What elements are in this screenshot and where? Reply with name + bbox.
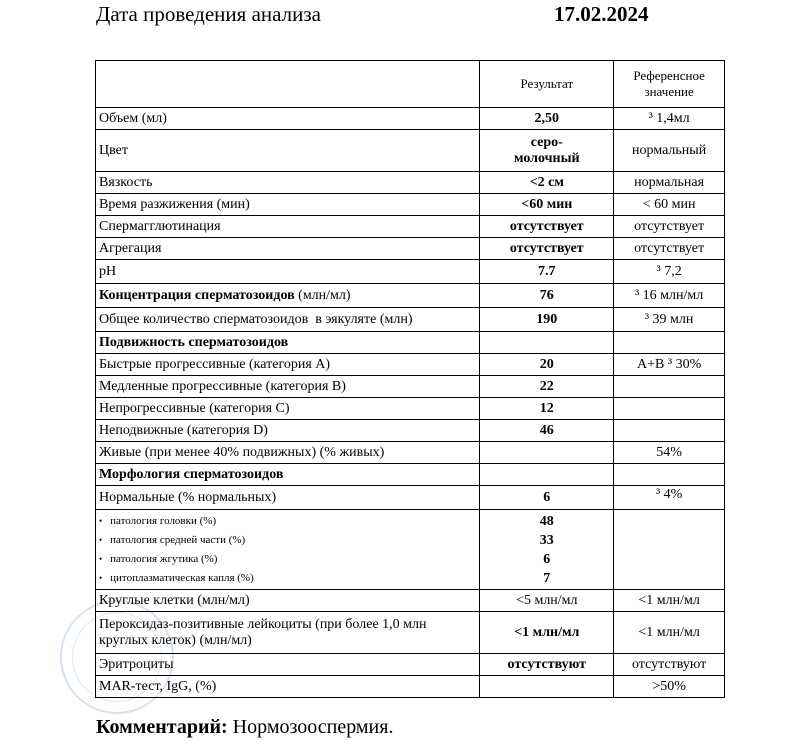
row-reference: ³ 39 млн — [614, 308, 725, 332]
row-result: 20 — [480, 354, 614, 376]
row-reference: 54% — [614, 442, 725, 464]
table-row — [96, 260, 725, 284]
semen-analysis-table — [95, 60, 725, 698]
row-reference: ³ 16 млн/мл — [614, 284, 725, 308]
row-result: отсутствуют — [480, 654, 614, 676]
row-reference: нормальная — [614, 172, 725, 194]
row-reference: <1 млн/мл — [614, 590, 725, 612]
table-row — [96, 130, 725, 172]
row-result: 22 — [480, 376, 614, 398]
table-row — [96, 216, 725, 238]
row-reference: ³ 7,2 — [614, 260, 725, 284]
table-row — [96, 172, 725, 194]
row-label: Быстрые прогрессивные (категория А) — [96, 354, 480, 376]
pathology-list — [96, 510, 480, 590]
table-row — [96, 420, 725, 442]
row-label: Цвет — [96, 130, 480, 172]
row-label: Объем (мл) — [96, 108, 480, 130]
date-label: Дата проведения анализа — [96, 2, 321, 26]
table-header-row — [96, 61, 725, 108]
row-reference: отсутствует — [614, 216, 725, 238]
table-row — [96, 238, 725, 260]
table-row — [96, 676, 725, 698]
row-result: <5 млн/мл — [480, 590, 614, 612]
row-result: 190 — [480, 308, 614, 332]
section-row — [96, 332, 725, 354]
comment-label: Комментарий: — [96, 716, 228, 738]
pathology-values: 48 33 6 7 — [480, 510, 614, 590]
row-label: pH — [96, 260, 480, 284]
row-result: 7.7 — [480, 260, 614, 284]
section-title: Подвижность сперматозоидов — [96, 332, 480, 354]
table-row — [96, 108, 725, 130]
table-row — [96, 308, 725, 332]
pathology-row — [96, 510, 725, 590]
row-result: серо-молочный — [480, 130, 614, 172]
reference-column-header: Референсное значение — [614, 61, 725, 108]
table-row — [96, 654, 725, 676]
row-label: Эритроциты — [96, 654, 480, 676]
row-result: 46 — [480, 420, 614, 442]
row-reference: ³ 1,4мл — [614, 108, 725, 130]
list-item: • патология средней части (%) — [99, 531, 476, 550]
row-label: Агрегация — [96, 238, 480, 260]
row-reference: <1 млн/мл — [614, 612, 725, 654]
row-label: Спермагглютинация — [96, 216, 480, 238]
row-result: 76 — [480, 284, 614, 308]
table-row — [96, 376, 725, 398]
table-row — [96, 354, 725, 376]
row-result: <60 мин — [480, 194, 614, 216]
row-reference: нормальный — [614, 130, 725, 172]
row-label: Концентрация сперматозоидов (млн/мл) — [96, 284, 480, 308]
row-reference: отсутствуют — [614, 654, 725, 676]
row-result: 2,50 — [480, 108, 614, 130]
row-label: Нормальные (% нормальных) — [96, 486, 480, 510]
row-result: 6 — [480, 486, 614, 510]
row-label: Неподвижные (категория D) — [96, 420, 480, 442]
table-row — [96, 486, 725, 510]
comment — [96, 716, 393, 739]
row-label: Круглые клетки (млн/мл) — [96, 590, 480, 612]
row-result: <1 млн/мл — [480, 612, 614, 654]
row-reference: < 60 мин — [614, 194, 725, 216]
section-title: Морфология сперматозоидов — [96, 464, 480, 486]
row-label: Пероксидаз-позитивные лейкоциты (при более 1,0 млн круглых клеток) (млн/мл) — [96, 612, 480, 654]
list-item: • патология жгутика (%) — [99, 550, 476, 569]
analysis-date-header — [96, 2, 696, 28]
row-reference: отсутствует — [614, 238, 725, 260]
row-result: 12 — [480, 398, 614, 420]
table-row — [96, 612, 725, 654]
row-label: Живые (при менее 40% подвижных) (% живых) — [96, 442, 480, 464]
table-row — [96, 194, 725, 216]
row-result: отсутствует — [480, 238, 614, 260]
comment-text: Нормозооспермия. — [227, 716, 394, 738]
table-row — [96, 590, 725, 612]
row-result: <2 см — [480, 172, 614, 194]
row-reference: ³ 4% — [614, 486, 725, 510]
row-reference: А+В ³ 30% — [614, 354, 725, 376]
row-result: отсутствует — [480, 216, 614, 238]
row-label: MAR-тест, IgG, (%) — [96, 676, 480, 698]
row-label: Непрогрессивные (категория С) — [96, 398, 480, 420]
row-label: Время разжижения (мин) — [96, 194, 480, 216]
table-row — [96, 284, 725, 308]
row-label: Вязкость — [96, 172, 480, 194]
row-label: Общее количество сперматозоидов в эякуляте (млн) — [96, 308, 480, 332]
list-item: • патология головки (%) — [99, 512, 476, 531]
list-item: • цитоплазматическая капля (%) — [99, 569, 476, 588]
row-reference: >50% — [614, 676, 725, 698]
date-value: 17.02.2024 — [554, 2, 649, 26]
section-row — [96, 464, 725, 486]
table-row — [96, 442, 725, 464]
row-label: Медленные прогрессивные (категория В) — [96, 376, 480, 398]
table-row — [96, 398, 725, 420]
result-column-header: Результат — [480, 61, 614, 108]
